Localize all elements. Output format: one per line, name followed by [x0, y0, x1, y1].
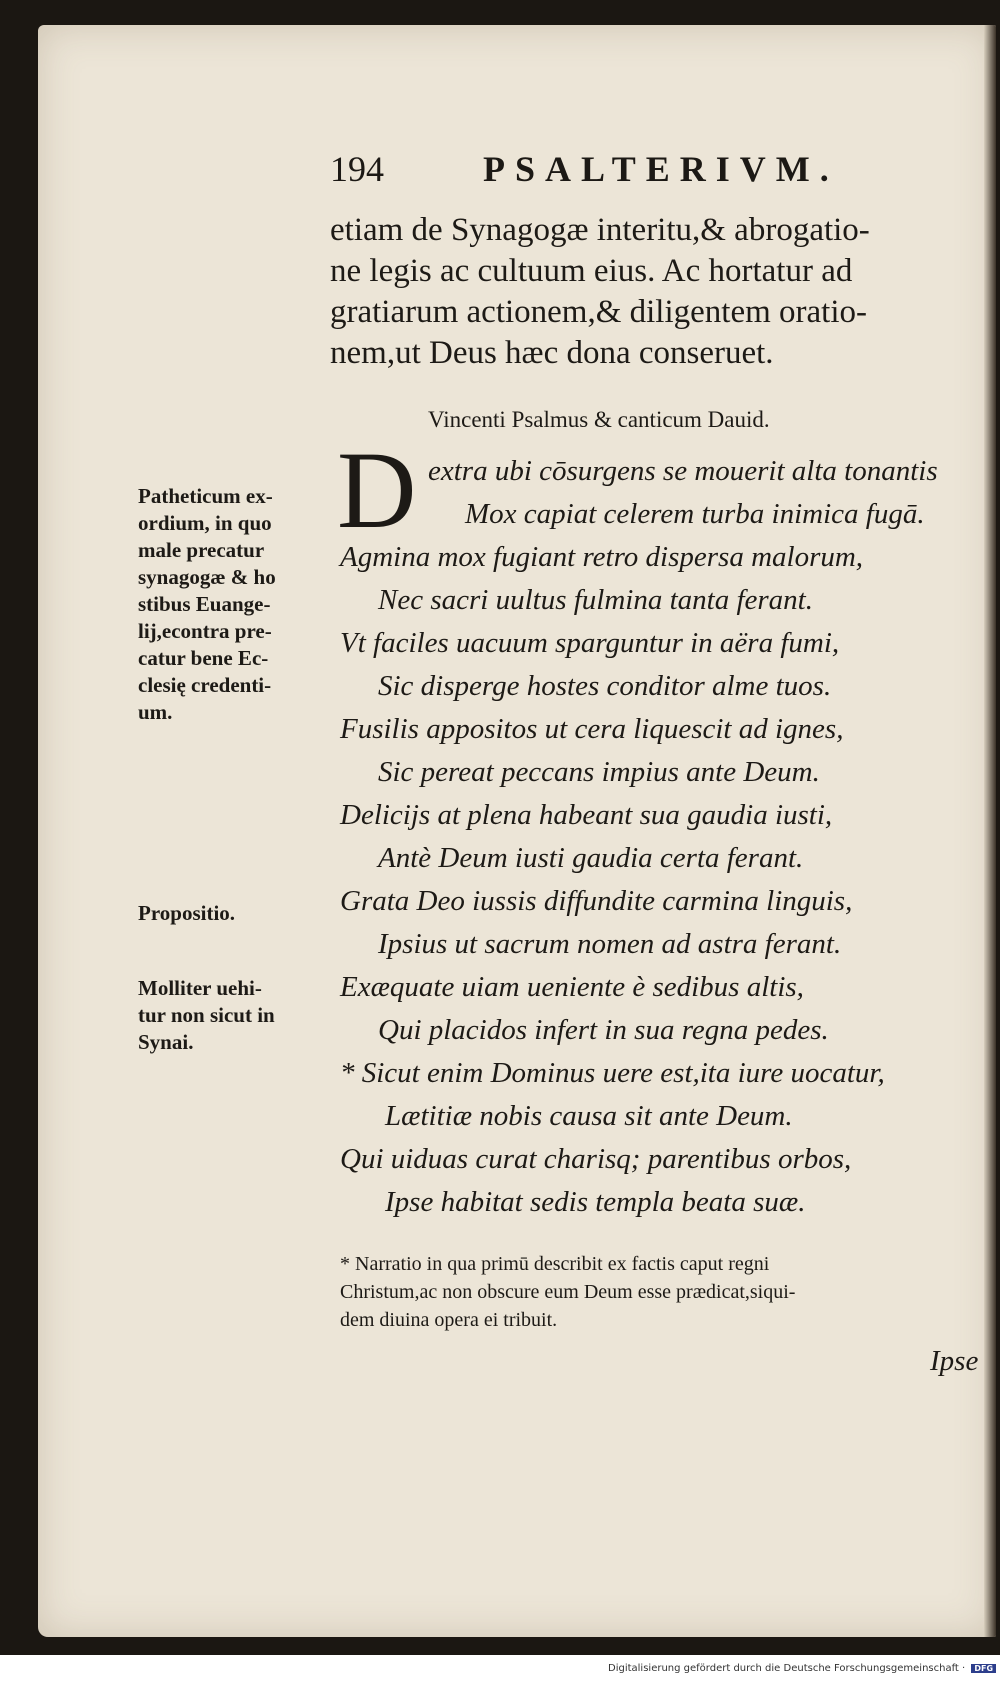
verse-line: Ipse habitat sedis templa beata suæ. [385, 1186, 806, 1218]
intro-paragraph [330, 210, 980, 374]
verse-line: Qui placidos infert in sua regna pedes. [378, 1014, 829, 1046]
margin-note-line: synagogæ & ho [138, 565, 276, 589]
margin-note-line: Propositio. [138, 901, 236, 925]
verse-line: Ipsius ut sacrum nomen ad astra ferant. [378, 928, 842, 960]
margin-note-line: catur bene Ec- [138, 646, 269, 670]
verse-line: Grata Deo iussis diffundite carmina linguis, [340, 885, 853, 917]
verse-line: Antè Deum iusti gaudia certa ferant. [378, 842, 804, 874]
drop-cap: D [337, 429, 417, 551]
verse-line: * Sicut enim Dominus uere est,ita iure uocatur, [340, 1057, 885, 1089]
footnote [340, 1250, 990, 1334]
catchword: Ipse [930, 1345, 979, 1377]
psalm-title: Vincenti Psalmus & canticum Dauid. [428, 407, 770, 432]
margin-note-line: male precatur [138, 538, 265, 562]
margin-note-line: Synai. [138, 1030, 194, 1054]
margin-note-line: Patheticum ex- [138, 484, 273, 508]
verse-line: Mox capiat celerem turba inimica fugā. [465, 498, 925, 530]
intro-line: ne legis ac cultuum eius. Ac hortatur ad [330, 253, 853, 289]
verse-line: Delicijs at plena habeant sua gaudia iusti, [340, 799, 833, 831]
margin-note-line: ordium, in quo [138, 511, 272, 535]
margin-note-line: lij,econtra pre- [138, 619, 272, 643]
margin-note-line: Molliter uehi- [138, 976, 262, 1000]
verse-line: Sic pereat peccans impius ante Deum. [378, 756, 820, 788]
verse-line: extra ubi cōsurgens se mouerit alta tonantis [428, 455, 938, 487]
verse-line: Vt faciles uacuum sparguntur in aëra fumi, [340, 627, 840, 659]
verse-line: Qui uiduas curat charisq; parentibus orbos, [340, 1143, 852, 1175]
digitization-credit [608, 1663, 996, 1674]
credit-text: Digitalisierung gefördert durch die Deutsche Forschungsgemeinschaft · [608, 1663, 966, 1674]
verse-line: Nec sacri uultus fulmina tanta ferant. [378, 584, 813, 616]
verse-line: Lætitiæ nobis causa sit ante Deum. [385, 1100, 793, 1132]
intro-line: etiam de Synagogæ interitu,& abrogatio- [330, 212, 870, 248]
margin-note-line: clesię credenti- [138, 673, 272, 697]
footnote-line: Christum,ac non obscure eum Deum esse prædicat,siqui- [340, 1281, 796, 1303]
verse-line: Fusilis appositos ut cera liquescit ad ignes, [340, 713, 844, 745]
margin-note-propositio [138, 900, 235, 927]
margin-note-line: stibus Euange- [138, 592, 271, 616]
footnote-line: dem diuina opera ei tribuit. [340, 1309, 558, 1331]
margin-note-line: tur non sicut in [138, 1003, 275, 1027]
margin-note-exordium [138, 483, 276, 726]
page-edge [984, 25, 996, 1637]
verse-line: Exæquate uiam ueniente è sedibus altis, [340, 971, 804, 1003]
dfg-logo: DFG [971, 1664, 996, 1673]
intro-line: nem,ut Deus hæc dona conseruet. [330, 335, 774, 371]
running-title: PSALTERIVM. [483, 149, 839, 189]
footnote-line: * Narratio in qua primū describit ex factis caput regni [340, 1253, 770, 1275]
verse-line: Sic disperge hostes conditor alme tuos. [378, 670, 832, 702]
margin-note-line: um. [138, 700, 173, 724]
page-number: 194 [330, 149, 384, 189]
verse-line: Agmina mox fugiant retro dispersa malorum, [340, 541, 864, 573]
intro-line: gratiarum actionem,& diligentem oratio- [330, 294, 867, 330]
margin-note-synai [138, 975, 275, 1056]
